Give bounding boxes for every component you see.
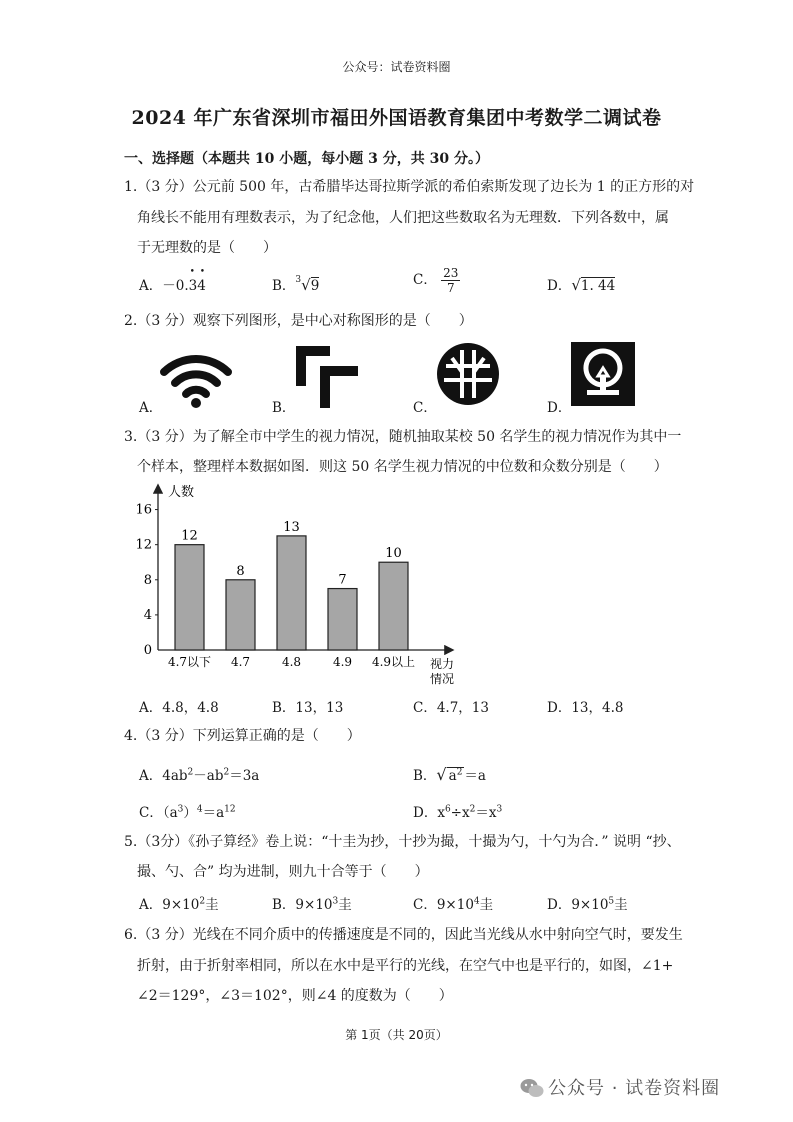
q1-option-b-radicand: 9: [310, 278, 320, 294]
q4-d-mid: ÷x: [450, 805, 470, 821]
q1-option-a: [139, 267, 207, 294]
page-footer: 第 1页（共 20页）: [345, 1028, 448, 1042]
q1-option-c-denominator: 7: [446, 281, 455, 295]
y-tick-label: 16: [135, 502, 152, 518]
q1-option-c-prefix: C．: [413, 272, 437, 288]
bar: [226, 580, 255, 650]
vision-bar-chart: [130, 482, 470, 690]
question-4-line: 4.（3 分）下列运算正确的是（ ）: [124, 728, 361, 744]
q2-label-b: B．: [272, 400, 296, 416]
q4-d-exp3: 3: [496, 804, 503, 815]
q5-d-exp: 5: [608, 896, 615, 907]
q5-option-d: [547, 893, 628, 913]
q4-d-prefix: D．x: [413, 805, 445, 821]
corner-blocks-icon: [296, 346, 358, 408]
bar: [328, 589, 357, 650]
q4-c-mid: ）: [183, 805, 197, 821]
q5-c-unit: 圭: [479, 897, 494, 913]
q5-option-a: [139, 893, 219, 913]
q4-d-exp2: 2: [469, 804, 476, 815]
y-tick-label: 8: [143, 572, 152, 588]
question-6-line-1: 6.（3 分）光线在不同介质中的传播速度是不同的，因此当光线从水中射向空气时，要发生: [124, 927, 683, 943]
q4-b-prefix: B．: [413, 768, 437, 784]
q4-d-tail: ＝x: [475, 805, 497, 821]
question-6-line-3: ∠2＝129°，∠3＝102°，则∠4 的度数为（ ）: [137, 988, 453, 1004]
bar-value-label: 10: [385, 546, 402, 562]
q5-c-exp: 4: [473, 896, 480, 907]
x-tick-label: 4.8: [281, 655, 302, 669]
x-axis-label-line-1: 视力: [430, 657, 455, 671]
q1-option-a-prefix: A．－0.: [139, 278, 189, 294]
q1-option-c: [413, 266, 460, 295]
question-1-line-2: 角线长不能用有理数表示，为了纪念他，人们把这些数取名为无理数．下列各数中，属: [137, 210, 669, 226]
question-3-line-2: 个样本，整理样本数据如图．则这 50 名学生视力情况的中位数和众数分别是（ ）: [137, 459, 668, 475]
q4-b-tail: ＝a: [464, 768, 486, 784]
q5-b-unit: 圭: [338, 897, 352, 913]
q2-label-d: D．: [547, 400, 572, 416]
y-axis-label: 人数: [168, 485, 195, 500]
q3-option-d: D．13，4.8: [547, 700, 624, 716]
q4-option-c: [139, 801, 236, 821]
section-heading: 一、选择题（本题共 10 小题，每小题 3 分，共 30 分。）: [124, 151, 489, 167]
q4-c-exp2: 4: [196, 804, 203, 815]
q3-option-b: B．13，13: [272, 700, 344, 716]
question-3-line-1: 3.（3 分）为了解全市中学生的视力情况，随机抽取某校 50 名学生的视力情况作为其中一: [124, 429, 682, 445]
q4-a-exp2: 2: [223, 767, 230, 778]
q5-d-unit: 圭: [614, 897, 628, 913]
q4-c-exp1: 3: [177, 804, 184, 815]
q2-label-a: A．: [139, 400, 163, 416]
question-5-line-2: 撮、勺、合” 均为进制，则九十合等于（ ）: [137, 864, 429, 880]
q5-a-prefix: A．9×10: [139, 897, 200, 913]
q2-label-c: C．: [413, 400, 437, 416]
bar: [175, 545, 204, 650]
page-header: 公众号：试卷资料圈: [342, 60, 451, 74]
bar: [277, 536, 306, 650]
x-axis-label-line-2: 情况: [430, 672, 455, 686]
q4-b-radicand: a: [448, 768, 457, 784]
q4-c-prefix: C．（a: [139, 805, 178, 821]
bar: [379, 562, 408, 650]
q4-option-b: B．√ $a^2 =a$: [413, 765, 486, 784]
question-1-line-1: 1.（3 分）公元前 500 年，古希腊毕达哥拉斯学派的希伯索斯发现了边长为 1 的正方形的对: [124, 179, 695, 195]
q5-b-prefix: B．9×10: [272, 897, 333, 913]
q4-a-prefix: A．4ab: [139, 768, 188, 784]
q1-option-d-prefix: D．: [547, 278, 572, 294]
metro-logo-icon: [436, 342, 500, 406]
q4-option-a: [139, 764, 259, 784]
wechat-logo-icon: [520, 1078, 544, 1098]
bar-value-label: 7: [338, 572, 347, 588]
bar-value-label: 13: [283, 519, 300, 535]
q4-a-exp1: 2: [187, 767, 194, 778]
x-tick-label: 4.7以下: [167, 655, 212, 669]
q4-a-tail: ＝3a: [229, 768, 260, 784]
wifi-icon: [160, 350, 232, 408]
y-tick-label: 4: [143, 607, 152, 623]
railway-logo-icon: [571, 342, 635, 406]
q4-c-exp3: 12: [224, 804, 236, 815]
x-tick-label: 4.9以上: [371, 655, 416, 669]
q5-a-unit: 圭: [205, 897, 219, 913]
q1-option-c-numerator: 23: [443, 266, 459, 280]
q3-option-a: A．4.8，4.8: [139, 700, 219, 716]
q1-option-d: D．√1. 44: [547, 276, 616, 294]
bar-value-label: 12: [181, 528, 198, 544]
watermark: 公众号 · 试卷资料圈: [548, 1078, 721, 1099]
q5-a-exp: 2: [199, 896, 206, 907]
q1-option-a-digits: 34: [188, 278, 206, 294]
y-tick-label: 12: [135, 537, 152, 553]
bar-value-label: 8: [236, 563, 245, 579]
q4-a-mid: －ab: [193, 768, 224, 784]
x-tick-label: 4.9: [332, 655, 353, 669]
q5-c-prefix: C．9×10: [413, 897, 474, 913]
question-1-line-3: 于无理数的是（ ）: [137, 240, 277, 256]
page-title: 2024 年广东省深圳市福田外国语教育集团中考数学二调试卷: [131, 107, 662, 129]
q1-option-b: B．$^3$√9: [272, 275, 320, 294]
q5-option-c: [413, 893, 493, 913]
q3-option-c: C．4.7，13: [413, 700, 489, 716]
q1-option-b-index: 3: [295, 275, 302, 285]
q5-option-b: [272, 893, 352, 913]
y-tick-label: 0: [143, 643, 152, 658]
q1-repeating-dots: • •: [189, 267, 207, 277]
x-tick-label: 4.7: [230, 655, 251, 669]
q1-option-b-prefix: B．: [272, 278, 296, 294]
question-6-line-2: 折射，由于折射率相同，所以在水中是平行的光线，在空气中也是平行的，如图，∠1+: [137, 958, 674, 974]
question-5-line-1: 5.（3分）《孙子算经》卷上说：“十圭为抄，十抄为撮，十撮为勺，十勺为合．” 说明 “抄、: [124, 834, 681, 850]
q4-d-exp1: 6: [444, 804, 451, 815]
q4-b-exp: 2: [456, 767, 463, 778]
q4-option-d: [413, 801, 502, 821]
q5-d-prefix: D．9×10: [547, 897, 609, 913]
question-2-line: 2.（3 分）观察下列图形，是中心对称图形的是（ ）: [124, 313, 473, 329]
q4-c-tail: ＝a: [202, 805, 225, 821]
q5-b-exp: 3: [332, 896, 339, 907]
q1-option-d-radicand: 1. 44: [580, 278, 616, 294]
